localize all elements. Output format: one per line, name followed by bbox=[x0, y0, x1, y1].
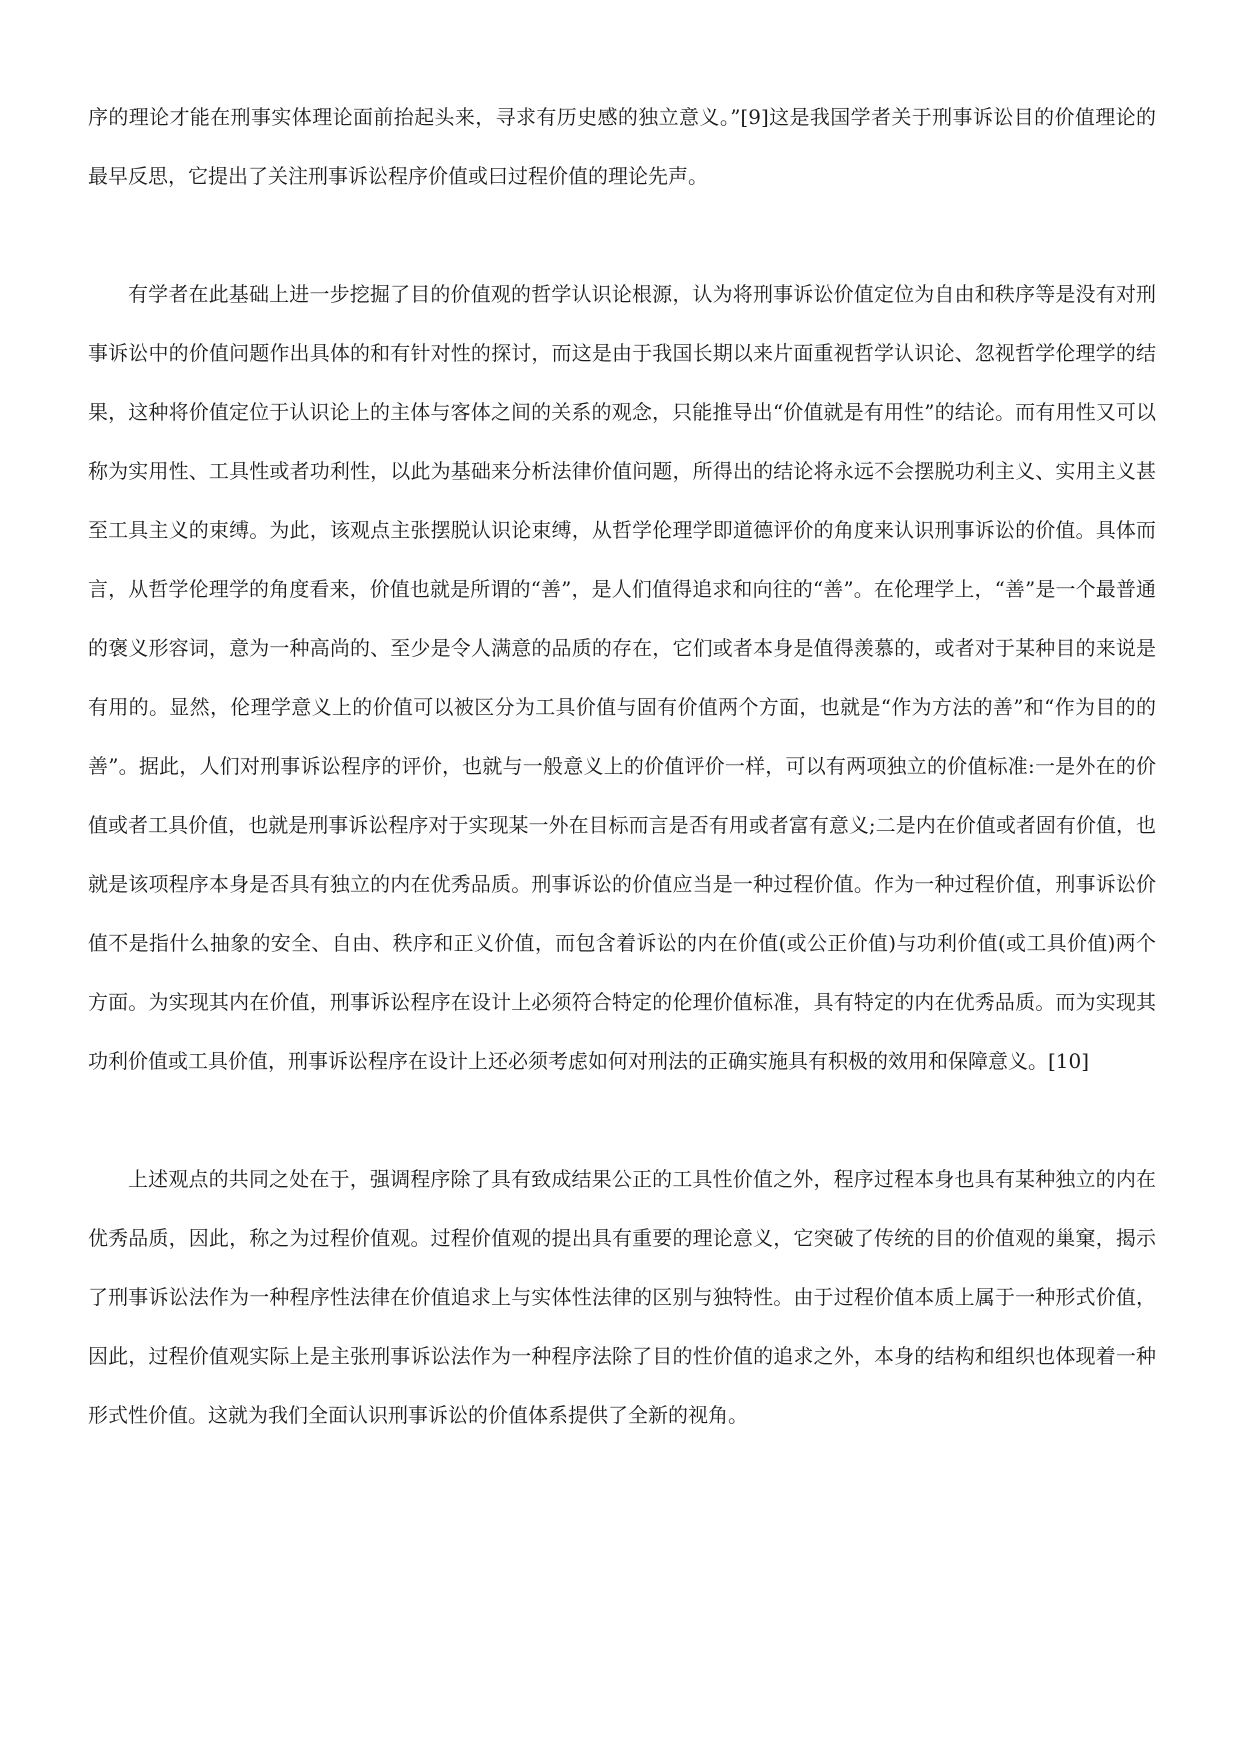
paragraph-2: 有学者在此基础上进一步挖掘了目的价值观的哲学认识论根源，认为将刑事诉讼价值定位为自由和秩序等是没有对刑事诉讼中的价值问题作出具体的和有针对性的探讨，而这是由于我国长期以来片面重视哲学认识论、忽视哲学伦理学的结果，这种将价值定位于认识论上的主体与客体之间的关系的观念，只能推导出“价值就是有用性”的结论。而有用性又可以称为实用性、工具性或者功利性，以此为基础来分析法律价值问题，所得出的结论将永远不会摆脱功利主义、实用主义甚至工具主义的束缚。为此，该观点主张摆脱认识论束缚，从哲学伦理学即道德评价的角度来认识刑事诉讼的价值。具体而言，从哲学伦理学的角度看来，价值也就是所谓的“善”，是人们值得追求和向往的“善”。在伦理学上，“善”是一个最普通的褒义形容词，意为一种高尚的、至少是令人满意的品质的存在，它们或者本身是值得羡慕的，或者对于某种目的来说是有用的。显然，伦理学意义上的价值可以被区分为工具价值与固有价值两个方面，也就是“作为方法的善”和“作为目的的善”。据此，人们对刑事诉讼程序的评价，也就与一般意义上的价值评价一样，可以有两项独立的价值标准:一是外在的价值或者工具价值，也就是刑事诉讼程序对于实现某一外在目标而言是否有用或者富有意义;二是内在价值或者固有价值，也就是该项程序本身是否具有独立的内在优秀品质。刑事诉讼的价值应当是一种过程价值。作为一种过程价值，刑事诉讼价值不是指什么抽象的安全、自由、秩序和正义价值，而包含着诉讼的内在价值(或公正价值)与功利价值(或工具价值)两个方面。为实现其内在价值，刑事诉讼程序在设计上必须符合特定的伦理价值标准，具有特定的内在优秀品质。而为实现其功利价值或工具价值，刑事诉讼程序在设计上还必须考虑如何对刑法的正确实施具有积极的效用和保障意义。[10] bbox=[88, 282, 1156, 1073]
paragraph-1: 序的理论才能在刑事实体理论面前抬起头来，寻求有历史感的独立意义。”[9]这是我国学者关于刑事诉讼目的价值理论的最早反思，它提出了关注刑事诉讼程序价值或曰过程价值的理论先声。 bbox=[88, 105, 1156, 188]
paragraph-3: 上述观点的共同之处在于，强调程序除了具有致成结果公正的工具性价值之外，程序过程本身也具有某种独立的内在优秀品质，因此，称之为过程价值观。过程价值观的提出具有重要的理论意义，它突破了传统的目的价值观的巢窠，揭示了刑事诉讼法作为一种程序性法律在价值追求上与实体性法律的区别与独特性。由于过程价值本质上属于一种形式价值，因此，过程价值观实际上是主张刑事诉讼法作为一种程序法除了目的性价值的追求之外，本身的结构和组织也体现着一种形式性价值。这就为我们全面认识刑事诉讼的价值体系提供了全新的视角。 bbox=[88, 1167, 1156, 1427]
document-page bbox=[88, 88, 1156, 1445]
